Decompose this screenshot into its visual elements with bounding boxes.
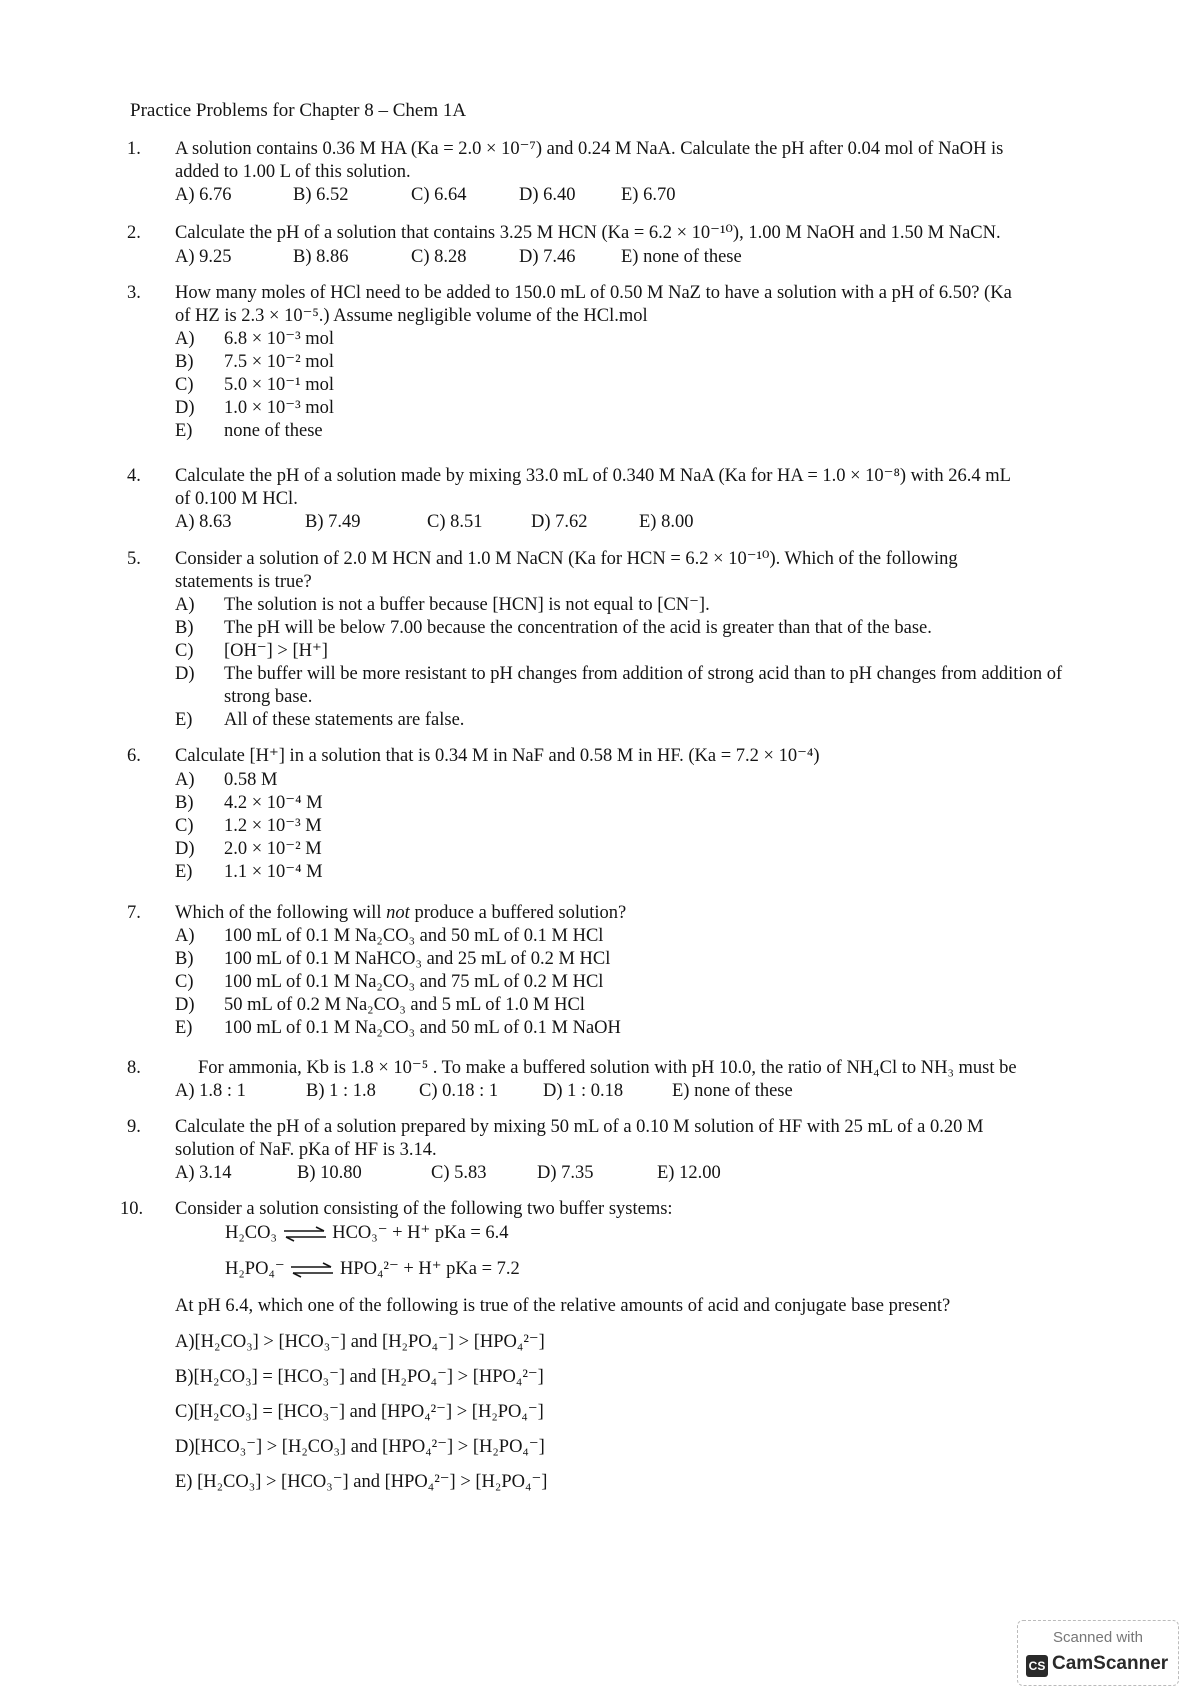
- equilibrium-arrow-icon: [282, 1226, 328, 1242]
- question-number: 1.: [127, 139, 141, 159]
- answer-option: C) 8.28: [411, 247, 467, 267]
- answer-option: [175, 948, 1075, 971]
- answer-option: [175, 374, 1075, 397]
- question-text: A solution contains 0.36 M HA (Ka = 2.0 × 10⁻⁷) and 0.24 M NaA. Calculate the pH after 0.04 mol of NaOH is: [175, 139, 1004, 159]
- question-text: Calculate the pH of a solution that contains 3.25 M HCN (Ka = 6.2 × 10⁻¹⁰), 1.00 M NaOH and 1.50 M NaCN.: [175, 223, 1001, 243]
- answer-options: [175, 1162, 721, 1185]
- answer-option: E) [H₂CO₃] > [HCO₃⁻] and [HPO₄²⁻] > [H₂PO₄⁻]: [175, 1472, 548, 1492]
- equation-left: H₂PO₄⁻: [225, 1259, 285, 1279]
- option-letter: E): [175, 1018, 193, 1038]
- answer-option: D) 7.46: [519, 247, 576, 267]
- question-prompt: At pH 6.4, which one of the following is true of the relative amounts of acid and conjugate base present?: [175, 1296, 951, 1316]
- equation-left: H₂CO₃: [225, 1223, 277, 1243]
- answer-option: [175, 925, 1075, 948]
- question-text-cont: of HZ is 2.3 × 10⁻⁵.) Assume negligible volume of the HCl.mol: [175, 306, 648, 326]
- option-text: 6.8 × 10⁻³ mol: [224, 329, 335, 349]
- option-text: 1.2 × 10⁻³ M: [224, 816, 322, 836]
- question-text-cont: statements is true?: [175, 572, 312, 592]
- answer-option: C) 5.83: [431, 1163, 487, 1183]
- option-letter: B): [175, 618, 194, 638]
- answer-option: [175, 594, 1075, 617]
- watermark-brand: CamScanner: [1052, 1653, 1169, 1674]
- answer-option: D) 7.35: [537, 1163, 594, 1183]
- option-letter: D): [175, 839, 195, 859]
- question-text-part: Which of the following will: [175, 903, 387, 923]
- answer-options: [175, 511, 693, 534]
- option-text: 1.1 × 10⁻⁴ M: [224, 862, 323, 882]
- question-text-cont: of 0.100 M HCl.: [175, 489, 298, 509]
- answer-option: E) 12.00: [657, 1163, 721, 1183]
- answer-option: [175, 420, 1075, 443]
- option-text: 100 mL of 0.1 M Na₂CO₃ and 75 mL of 0.2 M HCl: [224, 972, 604, 992]
- answer-option: [175, 617, 1075, 640]
- answer-option: B) 10.80: [297, 1163, 362, 1183]
- option-text: [OH⁻] > [H⁺]: [224, 641, 328, 661]
- answer-option: [175, 792, 1075, 815]
- answer-option: [175, 663, 1075, 709]
- answer-option: E) 6.70: [621, 185, 676, 205]
- answer-option: [175, 838, 1075, 861]
- answer-options: [175, 594, 1075, 732]
- answer-option: A) 9.25: [175, 247, 232, 267]
- equation-right: HCO₃⁻ + H⁺ pKa = 6.4: [332, 1223, 509, 1243]
- question-text: How many moles of HCl need to be added to 150.0 mL of 0.50 M NaZ to have a solution with a pH of 6.50? (Ka: [175, 283, 1012, 303]
- answer-option: [175, 861, 1075, 884]
- answer-option: D) 1 : 0.18: [543, 1081, 624, 1101]
- answer-options: [175, 328, 1075, 443]
- answer-option: E) none of these: [672, 1081, 793, 1101]
- answer-option: [175, 769, 1075, 792]
- answer-option: A) 6.76: [175, 185, 232, 205]
- option-letter: D): [175, 398, 195, 418]
- option-text: The pH will be below 7.00 because the concentration of the acid is greater than that of the base.: [224, 618, 932, 638]
- answer-option: B) 8.86: [293, 247, 349, 267]
- answer-option: C)[H₂CO₃] = [HCO₃⁻] and [HPO₄²⁻] > [H₂PO₄⁻]: [175, 1402, 544, 1422]
- answer-option: E) none of these: [621, 247, 742, 267]
- answer-option: C) 6.64: [411, 185, 467, 205]
- option-letter: C): [175, 816, 194, 836]
- answer-option: [175, 994, 1075, 1017]
- option-text: 7.5 × 10⁻² mol: [224, 352, 335, 372]
- option-text: none of these: [224, 421, 323, 441]
- option-text: 2.0 × 10⁻² M: [224, 839, 322, 859]
- question-number: 10.: [120, 1199, 144, 1219]
- question-number: 5.: [127, 549, 141, 569]
- answer-option: [175, 351, 1075, 374]
- option-letter: A): [175, 595, 195, 615]
- camscanner-watermark: [1017, 1620, 1179, 1686]
- option-text: 100 mL of 0.1 M Na₂CO₃ and 50 mL of 0.1 M NaOH: [224, 1018, 621, 1038]
- option-text: 0.58 M: [224, 770, 278, 790]
- answer-option: B)[H₂CO₃] = [HCO₃⁻] and [H₂PO₄⁻] > [HPO₄²⁻]: [175, 1367, 544, 1387]
- answer-option: E) 8.00: [639, 512, 694, 532]
- answer-option: B) 7.49: [305, 512, 361, 532]
- question-text: Consider a solution consisting of the following two buffer systems:: [175, 1199, 673, 1219]
- option-letter: D): [175, 995, 195, 1015]
- option-letter: C): [175, 375, 194, 395]
- answer-option: [175, 328, 1075, 351]
- question-text: For ammonia, Kb is 1.8 × 10⁻⁵ . To make a buffered solution with pH 10.0, the ratio of NH₄Cl to NH₃ must be: [198, 1058, 1017, 1078]
- option-letter: B): [175, 352, 194, 372]
- question-text: Calculate the pH of a solution prepared by mixing 50 mL of a 0.10 M solution of HF with 25 mL of a 0.20 M: [175, 1117, 984, 1137]
- answer-option: A) 1.8 : 1: [175, 1081, 246, 1101]
- option-text: 50 mL of 0.2 M Na₂CO₃ and 5 mL of 1.0 M HCl: [224, 995, 585, 1015]
- question-text-part: produce a buffered solution?: [409, 903, 627, 923]
- option-text: 4.2 × 10⁻⁴ M: [224, 793, 323, 813]
- answer-options: [175, 246, 742, 269]
- option-text: The buffer will be more resistant to pH changes from addition of strong acid than to pH changes from addition of strong base.: [224, 664, 1063, 707]
- answer-option: C) 8.51: [427, 512, 483, 532]
- option-text: 5.0 × 10⁻¹ mol: [224, 375, 335, 395]
- answer-option: A) 8.63: [175, 512, 232, 532]
- question-number: 7.: [127, 903, 141, 923]
- question-text: Calculate the pH of a solution made by mixing 33.0 mL of 0.340 M NaA (Ka for HA = 1.0 × 10⁻⁸) with 26.4 mL: [175, 466, 1011, 486]
- answer-options: [175, 1080, 793, 1103]
- option-letter: C): [175, 641, 194, 661]
- option-letter: B): [175, 793, 194, 813]
- answer-option: D) 7.62: [531, 512, 588, 532]
- question-number: 8.: [127, 1058, 141, 1078]
- option-letter: A): [175, 926, 195, 946]
- answer-options: [175, 769, 1075, 884]
- answer-options: [175, 925, 1075, 1040]
- answer-option: [175, 640, 1075, 663]
- option-letter: A): [175, 770, 195, 790]
- option-text: The solution is not a buffer because [HCN] is not equal to [CN⁻].: [224, 595, 710, 615]
- question-text-cont: solution of NaF. pKa of HF is 3.14.: [175, 1140, 437, 1160]
- question-text: [175, 902, 1095, 925]
- watermark-caption: Scanned with: [1052, 1629, 1144, 1646]
- question-number: 9.: [127, 1117, 141, 1137]
- answer-option: [175, 397, 1075, 420]
- question-text: Calculate [H⁺] in a solution that is 0.34 M in NaF and 0.58 M in HF. (Ka = 7.2 × 10⁻⁴): [175, 746, 820, 766]
- camscanner-logo-icon: CS: [1026, 1655, 1048, 1677]
- answer-option: [175, 1017, 1075, 1040]
- page-title: Practice Problems for Chapter 8 – Chem 1A: [130, 100, 467, 121]
- answer-option: D)[HCO₃⁻] > [H₂CO₃] and [HPO₄²⁻] > [H₂PO₄⁻]: [175, 1437, 545, 1457]
- option-text: 1.0 × 10⁻³ mol: [224, 398, 335, 418]
- option-letter: E): [175, 862, 193, 882]
- answer-option: B) 1 : 1.8: [306, 1081, 376, 1101]
- option-letter: E): [175, 421, 193, 441]
- answer-option: C) 0.18 : 1: [419, 1081, 499, 1101]
- question-number: 3.: [127, 283, 141, 303]
- question-number: 6.: [127, 746, 141, 766]
- answer-option: [175, 815, 1075, 838]
- option-letter: A): [175, 329, 195, 349]
- option-letter: C): [175, 972, 194, 992]
- option-text: All of these statements are false.: [224, 710, 465, 730]
- option-text: 100 mL of 0.1 M NaHCO₃ and 25 mL of 0.2 M HCl: [224, 949, 611, 969]
- answer-option: B) 6.52: [293, 185, 349, 205]
- question-text-cont: added to 1.00 L of this solution.: [175, 162, 411, 182]
- emphasis-text: not: [386, 903, 410, 923]
- question-10: [0, 1198, 1200, 1498]
- equilibrium-equation-1: [225, 1222, 509, 1245]
- answer-option: [175, 709, 1075, 732]
- answer-options: [175, 184, 675, 207]
- answer-option: A)[H₂CO₃] > [HCO₃⁻] and [H₂PO₄⁻] > [HPO₄²⁻]: [175, 1332, 545, 1352]
- answer-option: D) 6.40: [519, 185, 576, 205]
- option-letter: B): [175, 949, 194, 969]
- answer-option: [175, 971, 1075, 994]
- equation-right: HPO₄²⁻ + H⁺ pKa = 7.2: [339, 1259, 520, 1279]
- question-number: 4.: [127, 466, 141, 486]
- option-text: 100 mL of 0.1 M Na₂CO₃ and 50 mL of 0.1 M HCl: [224, 926, 604, 946]
- equilibrium-arrow-icon: [289, 1262, 335, 1278]
- answer-option: A) 3.14: [175, 1163, 232, 1183]
- question-text: Consider a solution of 2.0 M HCN and 1.0 M NaCN (Ka for HCN = 6.2 × 10⁻¹⁰). Which of the following: [175, 549, 958, 569]
- question-number: 2.: [127, 223, 141, 243]
- option-letter: D): [175, 664, 195, 684]
- option-letter: E): [175, 710, 193, 730]
- equilibrium-equation-2: [225, 1258, 520, 1281]
